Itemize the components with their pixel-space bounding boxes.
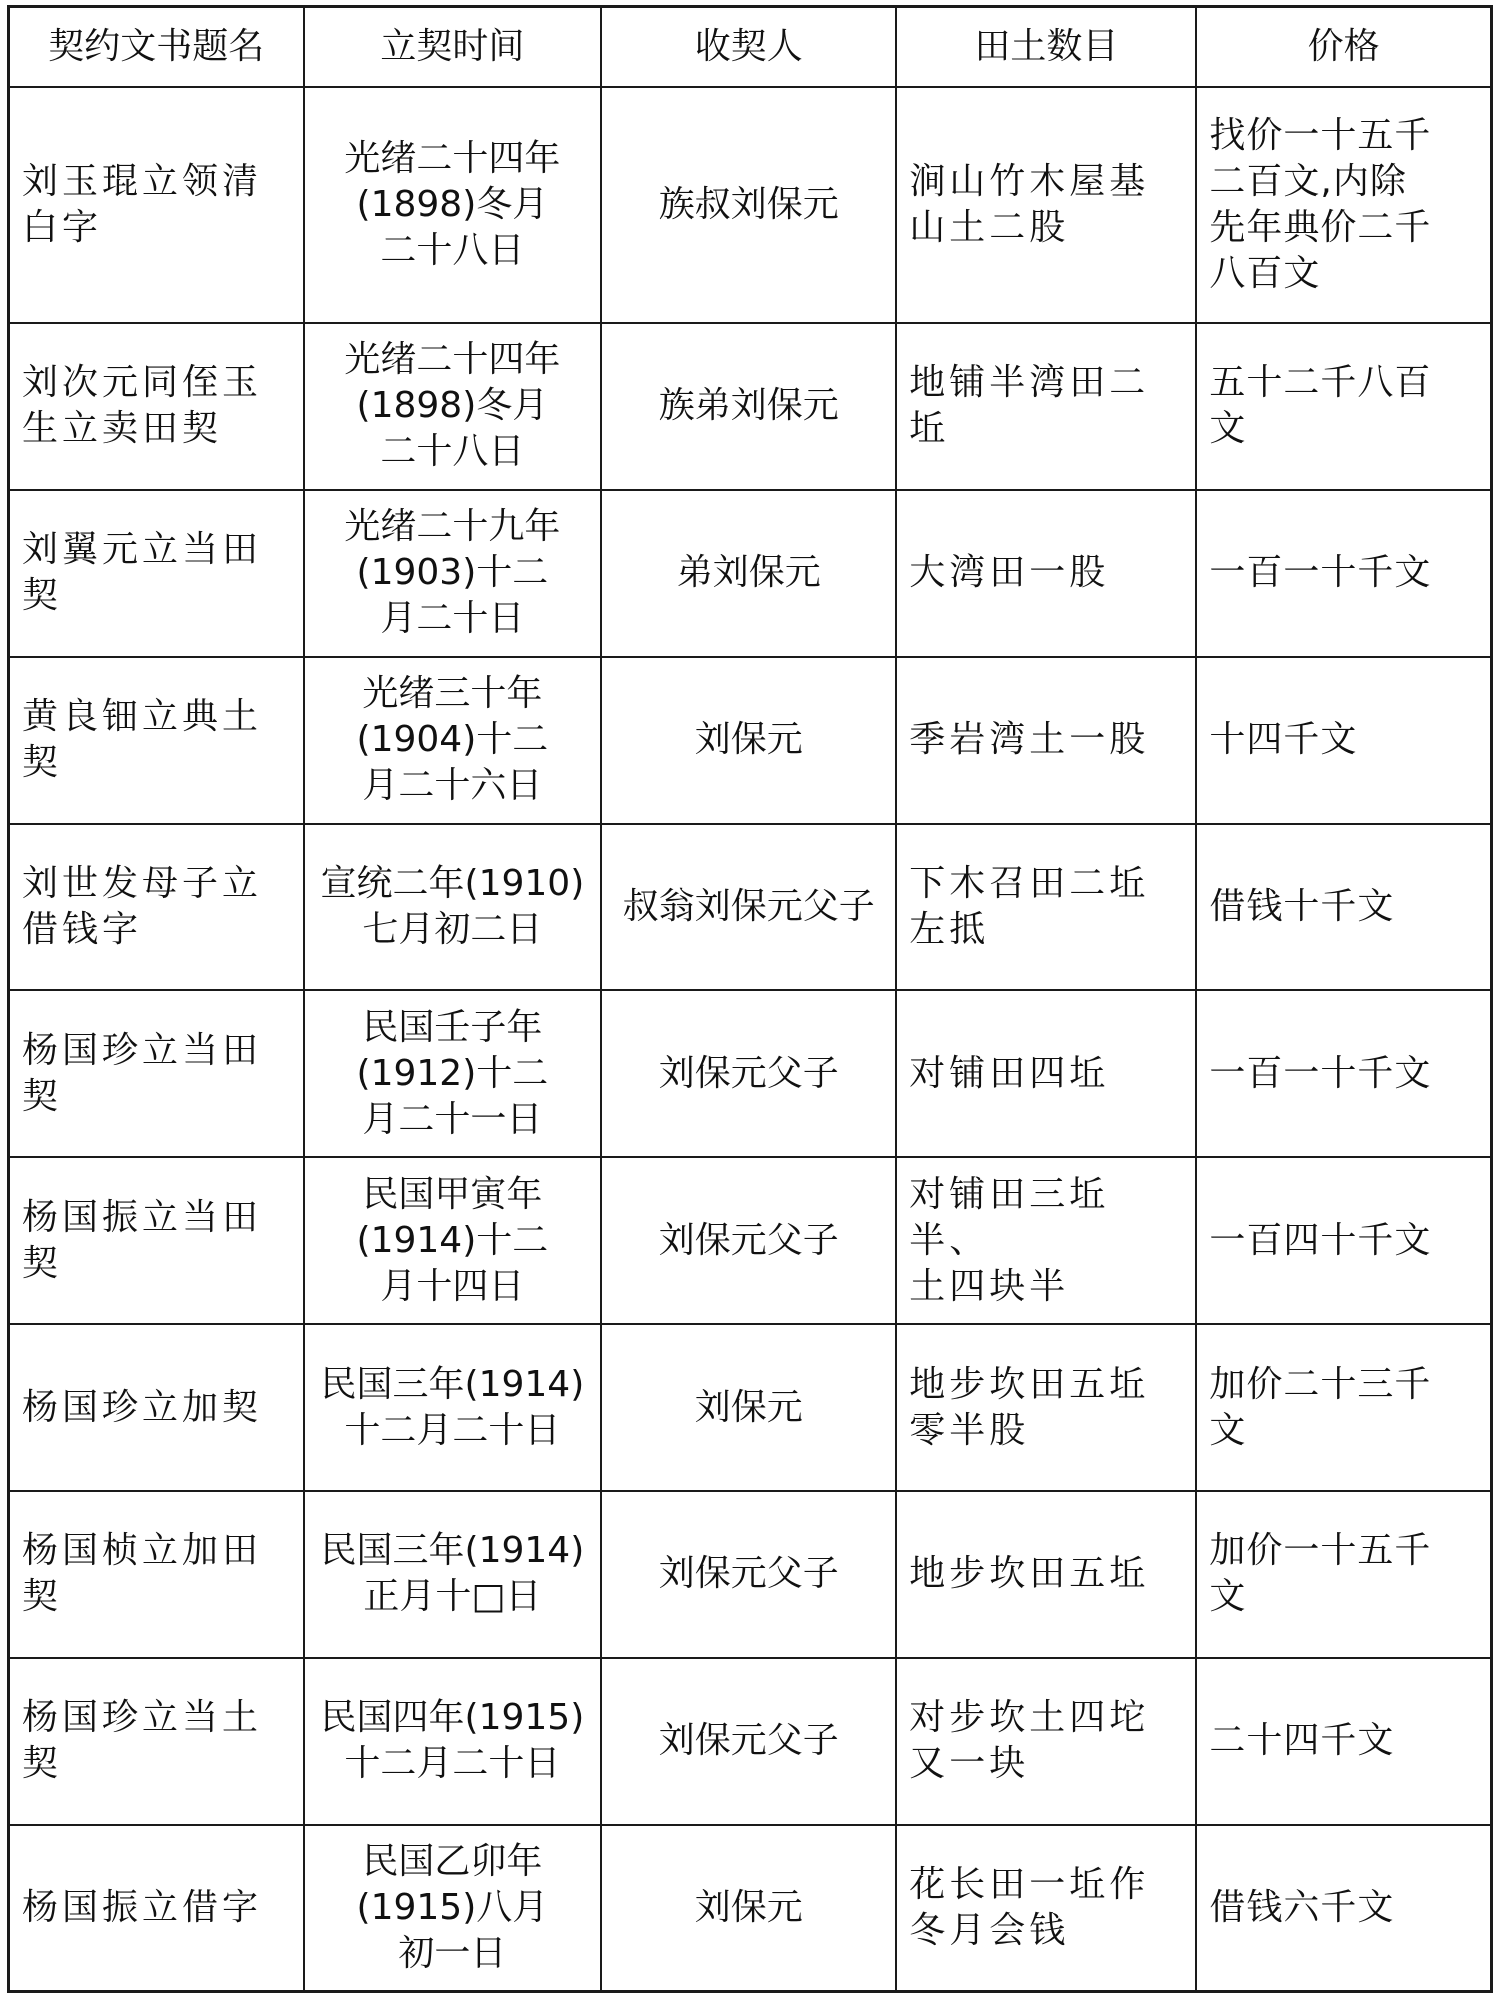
cell-land: [896, 824, 1196, 991]
cell-buyer: [601, 490, 896, 657]
cell-price-line: 加价二十三千: [1209, 1363, 1432, 1405]
cell-buyer-line: 刘保元: [694, 1386, 803, 1428]
header-row: [9, 7, 1492, 88]
cell-date-line: (1915)八月: [356, 1886, 549, 1928]
cell-land: [896, 1324, 1196, 1491]
cell-date-line: 民国四年(1915): [320, 1697, 585, 1739]
cell-buyer: [601, 990, 896, 1157]
cell-date-line: 十二月二十日: [344, 1409, 561, 1451]
cell-title: [9, 657, 304, 824]
cell-title: [9, 1157, 304, 1324]
cell-price-line: 借钱十千文: [1209, 885, 1395, 927]
cell-date: [304, 1491, 602, 1658]
cell-price: [1196, 87, 1491, 323]
cell-buyer: [601, 1658, 896, 1825]
cell-price-line: 文: [1209, 408, 1247, 450]
cell-date-line: 正月十□日: [363, 1576, 542, 1618]
cell-land-line: 土四块半: [909, 1265, 1070, 1307]
cell-price-line: 加价一十五千: [1209, 1530, 1432, 1572]
header-title: 契约文书题名: [9, 7, 304, 88]
header-price: 价格: [1196, 7, 1491, 88]
cell-price: [1196, 990, 1491, 1157]
cell-price-line: 文: [1209, 1576, 1247, 1618]
cell-date-line: 光绪二十九年: [344, 506, 561, 548]
cell-buyer-line: 刘保元: [694, 719, 803, 761]
cell-land: [896, 87, 1196, 323]
cell-title-line: 借钱字: [22, 908, 143, 950]
table-row: [9, 824, 1492, 991]
cell-date: [304, 824, 602, 991]
cell-land-line: 又一块: [909, 1743, 1030, 1785]
cell-date-line: (1914)十二: [356, 1219, 549, 1261]
cell-land-line: 对步坎土四坨: [909, 1697, 1150, 1739]
cell-land: [896, 990, 1196, 1157]
cell-buyer: [601, 1157, 896, 1324]
cell-date-line: 二十八日: [380, 431, 525, 473]
cell-price-line: 先年典价二千: [1209, 207, 1432, 248]
table-row: [9, 323, 1492, 490]
cell-buyer-line: 刘保元父子: [658, 1720, 839, 1762]
cell-buyer-line: 刘保元父子: [658, 1052, 839, 1094]
cell-buyer-line: 刘保元父子: [658, 1219, 839, 1261]
cell-land: [896, 1658, 1196, 1825]
cell-land-line: 涧山竹木屋基: [909, 161, 1150, 202]
cell-title-line: 杨国珍立当土契: [22, 1697, 263, 1785]
cell-date-line: 月二十一日: [362, 1098, 543, 1140]
cell-buyer-line: 族弟刘保元: [658, 385, 839, 427]
cell-date: [304, 323, 602, 490]
cell-buyer-line: 族叔刘保元: [658, 184, 839, 225]
cell-land-line: 下木召田二坵: [909, 862, 1150, 904]
cell-price: [1196, 323, 1491, 490]
cell-buyer: [601, 824, 896, 991]
cell-buyer-line: 弟刘保元: [676, 552, 821, 594]
header-date: 立契时间: [304, 7, 602, 88]
cell-title-line: 杨国振立借字: [22, 1886, 263, 1928]
cell-date: [304, 1658, 602, 1825]
cell-title: [9, 323, 304, 490]
cell-date-line: 光绪三十年: [362, 673, 543, 715]
cell-price: [1196, 490, 1491, 657]
cell-title-line: 杨国桢立加田契: [22, 1530, 263, 1618]
cell-price: [1196, 1491, 1491, 1658]
cell-title: [9, 1491, 304, 1658]
cell-title-line: 杨国珍立加契: [22, 1386, 263, 1428]
cell-title-line: 白字: [22, 207, 103, 248]
cell-date-line: (1904)十二: [356, 719, 549, 761]
cell-date-line: 民国乙卯年: [362, 1840, 543, 1882]
table-body: [9, 87, 1492, 1992]
cell-date-line: 民国三年(1914): [320, 1530, 585, 1572]
cell-price-line: 二百文,内除: [1209, 161, 1407, 202]
cell-land-line: 花长田一坵作: [909, 1863, 1150, 1905]
table-row: [9, 990, 1492, 1157]
cell-land-line: 坵: [909, 408, 950, 450]
cell-title-line: 生立卖田契: [22, 408, 223, 450]
cell-date-line: 七月初二日: [362, 908, 543, 950]
cell-land-line: 地铺半湾田二: [909, 362, 1150, 404]
cell-land-line: 冬月会钱: [909, 1909, 1070, 1951]
cell-title-line: 杨国珍立当田契: [22, 1029, 263, 1117]
cell-land-line: 地步坎田五坵: [909, 1553, 1150, 1595]
cell-title: [9, 87, 304, 323]
cell-date-line: 十二月二十日: [344, 1743, 561, 1785]
cell-date-line: 光绪二十四年: [344, 339, 561, 381]
cell-title: [9, 1658, 304, 1825]
cell-date-line: 月二十日: [380, 598, 525, 640]
cell-price: [1196, 1324, 1491, 1491]
cell-title: [9, 490, 304, 657]
cell-date-line: 二十八日: [380, 230, 525, 271]
cell-date: [304, 1825, 602, 1992]
cell-land: [896, 1491, 1196, 1658]
cell-date-line: 初一日: [398, 1932, 507, 1974]
cell-date-line: (1898)冬月: [356, 385, 549, 427]
cell-price: [1196, 1157, 1491, 1324]
cell-land-line: 对铺田三坵半、: [909, 1173, 1110, 1261]
cell-title-line: 杨国振立当田契: [22, 1196, 263, 1284]
cell-date-line: (1903)十二: [356, 552, 549, 594]
cell-date: [304, 990, 602, 1157]
cell-buyer: [601, 1324, 896, 1491]
cell-date-line: 民国壬子年: [362, 1006, 543, 1048]
cell-price-line: 十四千文: [1209, 719, 1358, 761]
cell-buyer: [601, 1825, 896, 1992]
cell-price-line: 文: [1209, 1409, 1247, 1451]
cell-price: [1196, 824, 1491, 991]
cell-land-line: 山土二股: [909, 207, 1070, 248]
cell-title-line: 刘玉琨立领清: [22, 161, 263, 202]
cell-price-line: 一百一十千文: [1209, 1052, 1432, 1094]
cell-title-line: 黄良钿立典土契: [22, 696, 263, 784]
header-land: 田土数目: [896, 7, 1196, 88]
cell-date-line: 月十四日: [380, 1265, 525, 1307]
cell-land: [896, 490, 1196, 657]
cell-land-line: 左抵: [909, 908, 990, 950]
cell-buyer-line: 刘保元父子: [658, 1553, 839, 1595]
cell-date: [304, 1157, 602, 1324]
cell-price-line: 一百四十千文: [1209, 1219, 1432, 1261]
cell-land: [896, 323, 1196, 490]
cell-buyer: [601, 657, 896, 824]
cell-date-line: 宣统二年(1910): [320, 862, 585, 904]
cell-title: [9, 1825, 304, 1992]
cell-date: [304, 1324, 602, 1491]
cell-date-line: 光绪二十四年: [344, 138, 561, 179]
cell-title: [9, 824, 304, 991]
cell-price-line: 二十四千文: [1209, 1720, 1395, 1762]
contracts-table: [7, 5, 1493, 1993]
cell-date-line: 民国三年(1914): [320, 1363, 585, 1405]
cell-buyer-line: 叔翁刘保元父子: [622, 885, 875, 927]
cell-land: [896, 1825, 1196, 1992]
header-buyer: 收契人: [601, 7, 896, 88]
cell-buyer: [601, 1491, 896, 1658]
table-row: [9, 1825, 1492, 1992]
cell-title: [9, 990, 304, 1157]
cell-price: [1196, 1658, 1491, 1825]
cell-land-line: 地步坎田五坵: [909, 1363, 1150, 1405]
cell-buyer-line: 刘保元: [694, 1886, 803, 1928]
cell-land-line: 大湾田一股: [909, 552, 1110, 594]
table-row: [9, 1658, 1492, 1825]
cell-date: [304, 657, 602, 824]
cell-land: [896, 1157, 1196, 1324]
cell-date-line: 月二十六日: [362, 765, 543, 807]
cell-buyer: [601, 87, 896, 323]
cell-price: [1196, 657, 1491, 824]
cell-title-line: 刘次元同侄玉: [22, 362, 263, 404]
table-row: [9, 1491, 1492, 1658]
table-row: [9, 1324, 1492, 1491]
cell-date: [304, 87, 602, 323]
cell-price-line: 五十二千八百: [1209, 362, 1432, 404]
cell-land: [896, 657, 1196, 824]
cell-date-line: (1898)冬月: [356, 184, 549, 225]
cell-price-line: 借钱六千文: [1209, 1886, 1395, 1928]
cell-title: [9, 1324, 304, 1491]
cell-date-line: 民国甲寅年: [362, 1173, 543, 1215]
cell-title-line: 刘翼元立当田契: [22, 529, 263, 617]
table-row: [9, 657, 1492, 824]
cell-land-line: 零半股: [909, 1409, 1030, 1451]
cell-price-line: 八百文: [1209, 253, 1321, 294]
cell-date: [304, 490, 602, 657]
cell-title-line: 刘世发母子立: [22, 862, 263, 904]
cell-price: [1196, 1825, 1491, 1992]
cell-buyer: [601, 323, 896, 490]
table-row: [9, 87, 1492, 323]
cell-land-line: 对铺田四坵: [909, 1052, 1110, 1094]
cell-date-line: (1912)十二: [356, 1052, 549, 1094]
cell-land-line: 季岩湾土一股: [909, 719, 1150, 761]
cell-price-line: 找价一十五千: [1209, 115, 1432, 156]
table-row: [9, 1157, 1492, 1324]
table-row: [9, 490, 1492, 657]
cell-price-line: 一百一十千文: [1209, 552, 1432, 594]
